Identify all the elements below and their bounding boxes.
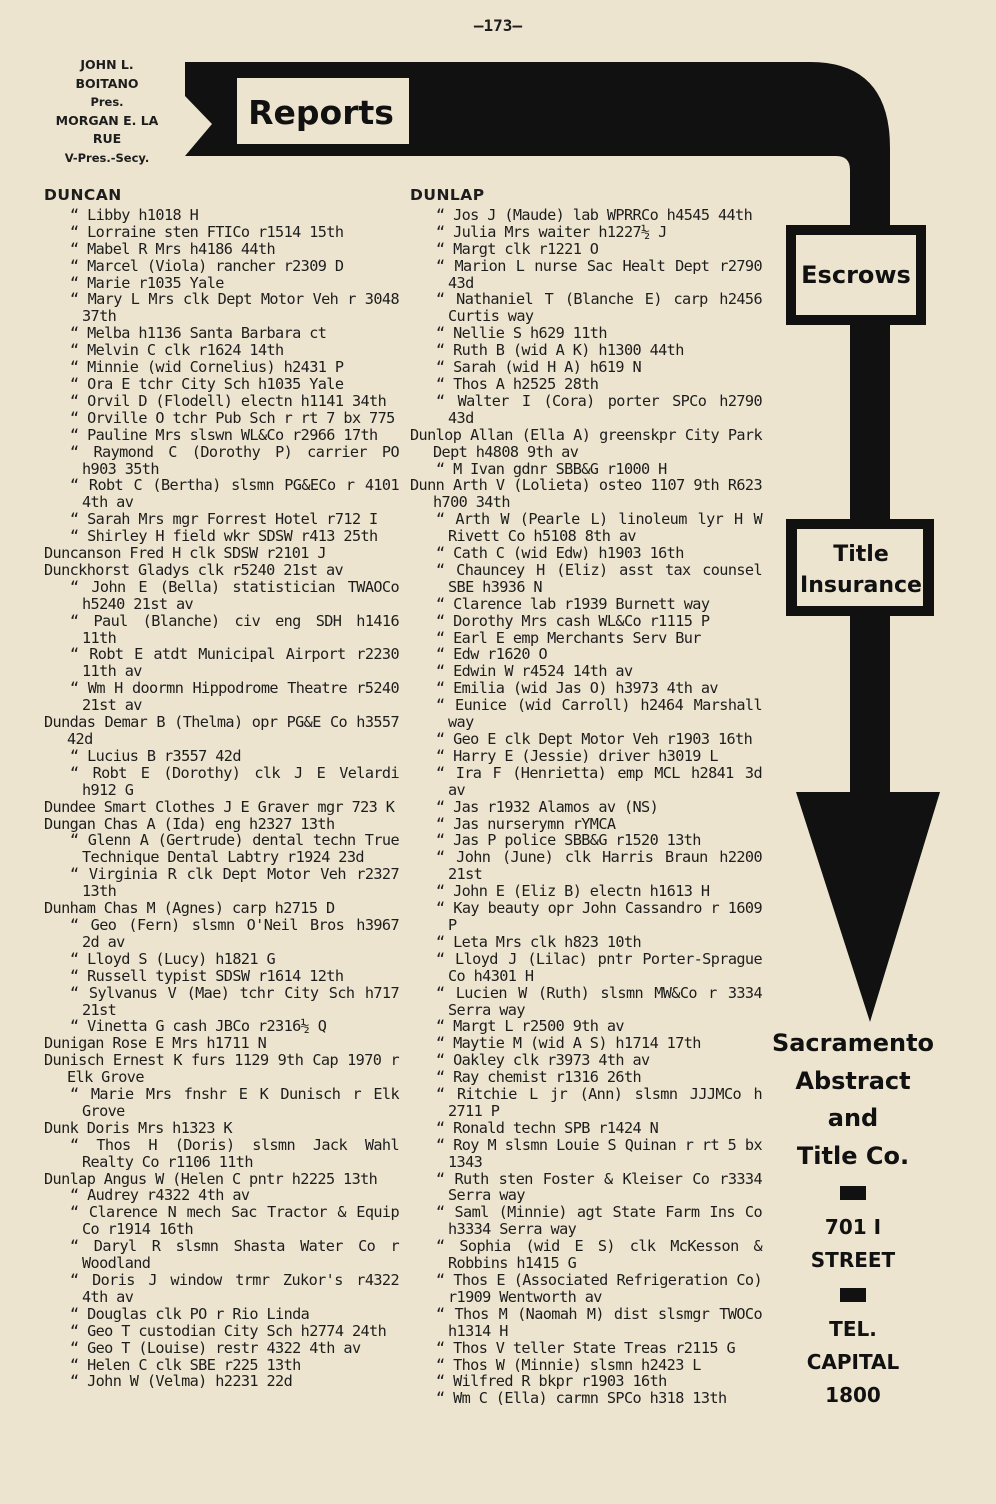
address-line-1: 701 I	[824, 1215, 882, 1239]
directory-entry: “ Shirley H field wkr SDSW r413 25th	[70, 527, 378, 546]
directory-entry: “ Edwin W r4524 14th av	[436, 662, 633, 681]
directory-entry: “ Oakley clk r3973 4th av	[436, 1051, 650, 1070]
directory-entry: “ Nellie S h629 11th	[436, 324, 607, 343]
directory-entry: “ Orville O tchr Pub Sch r rt 7 bx 775	[70, 408, 395, 427]
right-directory-column	[410, 187, 762, 1407]
directory-entry: “ Doris J window trmr Zukor's r4322 4th av	[70, 1271, 399, 1306]
directory-entry: “ Orvil D (Flodell) electn h1141 34th	[70, 391, 387, 410]
directory-entry: “ Robt E (Dorothy) clk J E Velardi h912 G	[70, 763, 399, 799]
directory-entry: Dundee Smart Clothes J E Graver mgr 723 K	[44, 797, 395, 816]
directory-entry: Dunisch Ernest K furs 1129 9th Cap 1970 r Elk Grove	[44, 1051, 399, 1087]
directory-entry: “ Virginia R clk Dept Motor Veh r2327 13th	[70, 865, 399, 901]
directory-entry: “ Clarence N mech Sac Tractor & Equip Co r1914 16th	[70, 1203, 399, 1239]
directory-entry: “ Audrey r4322 4th av	[70, 1186, 250, 1205]
directory-entry: “ Leta Mrs clk h823 10th	[436, 932, 642, 951]
arrow-head	[796, 698, 940, 1022]
directory-entry: “ Saml (Minnie) agt State Farm Ins Co h3334 Serra way	[436, 1203, 762, 1239]
directory-entry: “ Robt E atdt Municipal Airport r2230 11th av	[70, 645, 399, 681]
entry-list	[44, 207, 399, 1390]
directory-entry: “ Ira F (Henrietta) emp MCL h2841 3d av	[436, 763, 762, 799]
directory-entry: Dunk Doris Mrs h1323 K	[44, 1118, 232, 1137]
directory-entry: “ Douglas clk PO r Rio Linda	[70, 1304, 310, 1323]
directory-entry: “ Sarah Mrs mgr Forrest Hotel r712 I	[70, 510, 378, 529]
directory-entry: “ Wilfred R bkpr r1903 16th	[436, 1372, 667, 1391]
directory-entry: “ Lloyd J (Lilac) pntr Porter-Sprague Co h4301 H	[436, 949, 762, 985]
directory-entry: “ Melba h1136 Santa Barbara ct	[70, 324, 327, 343]
company-name-3: and	[827, 1104, 879, 1132]
directory-entry: “ Harry E (Jessie) driver h3019 L	[436, 746, 718, 765]
directory-entry: “ Thos M (Naomah M) dist slsmgr TWOCo h1314 H	[436, 1304, 762, 1340]
directory-entry: “ Russell typist SDSW r1614 12th	[70, 966, 344, 985]
insurance-label: Insurance	[800, 573, 922, 598]
directory-entry: “ John (June) clk Harris Braun h2200 21st	[436, 848, 762, 884]
directory-entry: Dunlap Angus W (Helen C pntr h2225 13th	[44, 1169, 378, 1188]
directory-entry: “ Emilia (wid Jas O) h3973 4th av	[436, 679, 718, 698]
president-title: Pres.	[90, 95, 124, 109]
directory-entry: “ John W (Velma) h2231 22d	[70, 1372, 293, 1391]
directory-entry: “ Vinetta G cash JBCo r2316½ Q	[70, 1017, 327, 1036]
directory-entry: “ John E (Bella) statistician TWAOCo h5240 21st av	[70, 577, 399, 613]
directory-entry: “ Marie Mrs fnshr E K Dunisch r Elk Grove	[70, 1085, 399, 1120]
directory-entry: “ Chauncey H (Eliz) asst tax counsel SBE h3936 N	[436, 560, 762, 596]
directory-entry: “ Marion L nurse Sac Healt Dept r2790 43d	[436, 256, 762, 292]
directory-entry: “ Wm C (Ella) carmn SPCo h318 13th	[436, 1389, 727, 1408]
directory-entry: “ Walter I (Cora) porter SPCo h2790 43d	[436, 391, 762, 427]
directory-entry: “ Ruth B (wid A K) h1300 44th	[436, 341, 684, 360]
directory-entry: “ Pauline Mrs slswn WL&Co r2966 17th	[70, 425, 378, 444]
president-name: JOHN L. BOITANO	[75, 57, 139, 91]
directory-entry: “ Kay beauty opr John Cassandro r 1609 P	[436, 899, 762, 934]
directory-entry: “ Lloyd S (Lucy) h1821 G	[70, 949, 276, 968]
directory-entry: Dunn Arth V (Lolieta) osteo 1107 9th R623 h700 34th	[410, 476, 762, 512]
directory-entry: “ Jos J (Maude) lab WPRRCo h4545 44th	[436, 205, 753, 224]
directory-entry: “ Geo T (Louise) restr 4322 4th av	[70, 1338, 361, 1357]
directory-entry: “ M Ivan gdnr SBB&G r1000 H	[436, 459, 667, 478]
directory-entry: “ Daryl R slsmn Shasta Water Co r Woodland	[70, 1237, 399, 1273]
directory-entry: “ Lucien W (Ruth) slsmn MW&Co r 3334 Serra way	[436, 983, 762, 1019]
directory-entry: “ Mary L Mrs clk Dept Motor Veh r 3048 37th	[70, 290, 399, 326]
company-name-1: Sacramento	[771, 1029, 935, 1057]
directory-entry: “ Nathaniel T (Blanche E) carp h2456 Curtis way	[436, 290, 762, 326]
directory-entry: “ Dorothy Mrs cash WL&Co r1115 P	[436, 611, 710, 630]
reports-label: Reports	[248, 93, 394, 132]
directory-entry: “ Ritchie L jr (Ann) slsmn JJJMCo h 2711 P	[436, 1085, 762, 1120]
directory-entry: Dundas Demar B (Thelma) opr PG&E Co h3557 42d	[44, 713, 399, 748]
directory-entry: “ Helen C clk SBE r225 13th	[70, 1355, 301, 1374]
directory-entry: “ Ronald techn SPB r1424 N	[436, 1118, 659, 1137]
directory-entry: “ Ray chemist r1316 26th	[436, 1068, 642, 1087]
entry-list	[410, 207, 762, 1407]
directory-entry: Dungan Chas A (Ida) eng h2327 13th	[44, 814, 335, 833]
directory-entry: “ Geo T custodian City Sch h2774 24th	[70, 1321, 387, 1340]
directory-entry: “ Wm H doormn Hippodrome Theatre r5240 21st av	[70, 679, 399, 715]
divider-bar	[840, 1288, 866, 1302]
directory-entry: Dunckhorst Gladys clk r5240 21st av	[44, 560, 344, 579]
directory-entry: “ Ora E tchr City Sch h1035 Yale	[70, 374, 344, 393]
directory-entry: “ Ruth sten Foster & Kleiser Co r3334 Serra way	[436, 1169, 762, 1205]
directory-entry: “ Sarah (wid H A) h619 N	[436, 358, 642, 377]
title-label: Title	[833, 542, 889, 567]
directory-entry: “ Marie r1035 Yale	[70, 273, 224, 292]
address-line-2: STREET	[810, 1248, 896, 1272]
directory-entry: “ Maytie M (wid A S) h1714 17th	[436, 1034, 701, 1053]
directory-entry: “ John E (Eliz B) electn h1613 H	[436, 882, 710, 901]
directory-entry: “ Thos A h2525 28th	[436, 374, 599, 393]
directory-entry: “ Glenn A (Gertrude) dental techn True Technique Dental Labtry r1924 23d	[70, 831, 399, 867]
directory-entry: “ Eunice (wid Carroll) h2464 Marshall way	[436, 696, 762, 732]
directory-entry: Dunham Chas M (Agnes) carp h2715 D	[44, 899, 335, 918]
directory-entry: “ Minnie (wid Cornelius) h2431 P	[70, 358, 344, 377]
column-heading: DUNCAN	[44, 186, 122, 204]
phone-line-2: CAPITAL	[806, 1350, 900, 1374]
directory-entry: “ Marcel (Viola) rancher r2309 D	[70, 256, 344, 275]
directory-entry: “ Sophia (wid E S) clk McKesson & Robbins h1415 G	[436, 1237, 762, 1273]
directory-entry: “ Cath C (wid Edw) h1903 16th	[436, 544, 684, 563]
directory-entry: “ Paul (Blanche) civ eng SDH h1416 11th	[70, 611, 399, 647]
directory-entry: Duncanson Fred H clk SDSW r2101 J	[44, 544, 326, 563]
directory-entry: “ Sylvanus V (Mae) tchr City Sch h717 21st	[70, 983, 399, 1019]
company-name-2: Abstract	[795, 1066, 911, 1095]
vp-title: V-Pres.-Secy.	[64, 150, 150, 165]
directory-entry: “ Geo (Fern) slsmn O'Neil Bros h3967 2d av	[70, 915, 399, 951]
directory-entry: “ Thos H (Doris) slsmn Jack Wahl Realty Co r1106 11th	[70, 1135, 399, 1171]
left-directory-column	[44, 187, 399, 1390]
page-number: —173—	[473, 16, 523, 35]
directory-entry: “ Clarence lab r1939 Burnett way	[436, 594, 710, 613]
directory-entry: “ Thos V teller State Treas r2115 G	[436, 1338, 736, 1357]
directory-entry: “ Geo E clk Dept Motor Veh r1903 16th	[436, 730, 753, 748]
directory-entry: “ Melvin C clk r1624 14th	[70, 341, 284, 360]
divider-bar	[840, 1186, 866, 1200]
directory-entry: “ Roy M slsmn Louie S Quinan r rt 5 bx 1343	[436, 1135, 762, 1171]
directory-entry: Dunlop Allan (Ella A) greenskpr City Park Dept h4808 9th av	[410, 425, 762, 461]
directory-entry: “ Margt L r2500 9th av	[436, 1017, 624, 1036]
escrows-label: Escrows	[801, 261, 911, 289]
vp-name: MORGAN E. LA RUE	[55, 112, 159, 146]
directory-entry: “ Edw r1620 O	[436, 645, 548, 664]
directory-entry: “ Jas P police SBB&G r1520 13th	[436, 831, 701, 850]
directory-entry: “ Julia Mrs waiter h1227½ J	[436, 222, 667, 241]
directory-entry: “ Arth W (Pearle L) linoleum lyr H W Rivett Co h5108 8th av	[436, 510, 762, 546]
directory-entry: “ Lorraine sten FTICo r1514 15th	[70, 222, 344, 241]
directory-entry: “ Libby h1018 H	[70, 205, 199, 224]
directory-entry: “ Jas r1932 Alamos av (NS)	[436, 797, 659, 816]
directory-entry: “ Raymond C (Dorothy P) carrier PO h903 35th	[70, 442, 399, 478]
directory-entry: Dunigan Rose E Mrs h1711 N	[44, 1034, 267, 1053]
directory-entry: “ Thos W (Minnie) slsmn h2423 L	[436, 1355, 701, 1374]
directory-entry: “ Thos E (Associated Refrigeration Co) r1909 Wentworth av	[436, 1271, 762, 1306]
phone-line-3: 1800	[825, 1383, 881, 1407]
column-heading: DUNLAP	[410, 186, 485, 204]
directory-entry: “ Margt clk r1221 O	[436, 239, 599, 258]
arrow-shaft-lower	[850, 605, 890, 700]
advertisement-text	[770, 1025, 936, 1412]
directory-entry: “ Robt C (Bertha) slsmn PG&ECo r 4101 4th av	[70, 476, 399, 512]
phone-line-1: TEL.	[829, 1317, 877, 1341]
directory-entry: “ Lucius B r3557 42d	[70, 746, 241, 765]
directory-entry: “ Jas nurserymn rYMCA	[436, 814, 616, 833]
directory-entry: “ Earl E emp Merchants Serv Bur	[436, 628, 701, 647]
directory-entry: “ Mabel R Mrs h4186 44th	[70, 239, 276, 258]
company-name-4: Title Co.	[796, 1141, 910, 1170]
